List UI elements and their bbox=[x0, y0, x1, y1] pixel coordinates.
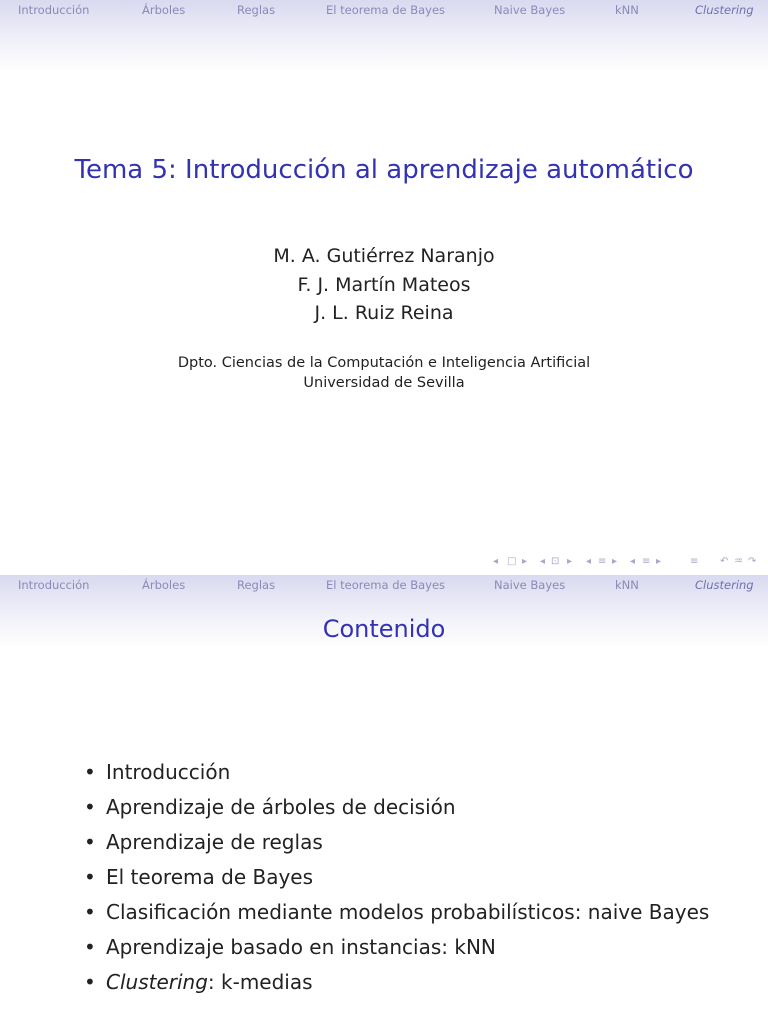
nav-link-teorema-bayes[interactable]: El teorema de Bayes bbox=[326, 578, 446, 592]
item-text: Aprendizaje de reglas bbox=[106, 830, 323, 854]
item-text: Aprendizaje basado en instancias: kNN bbox=[106, 935, 496, 959]
nav-link-clustering[interactable]: Clustering bbox=[695, 3, 754, 17]
appendix-icon[interactable]: ≡ bbox=[690, 556, 699, 567]
nav-link-introduccion[interactable]: Introducción bbox=[18, 3, 90, 17]
item-text: Aprendizaje de árboles de decisión bbox=[106, 795, 456, 819]
author-name: F. J. Martín Mateos bbox=[297, 273, 471, 296]
nav-link-naive-bayes[interactable]: Naive Bayes bbox=[494, 3, 566, 17]
subsection-icon[interactable]: ≡ bbox=[598, 556, 607, 567]
authors-block bbox=[0, 242, 768, 328]
department: Dpto. Ciencias de la Computación e Inteligencia Artificial bbox=[177, 355, 591, 371]
university: Universidad de Sevilla bbox=[303, 375, 465, 391]
list-item bbox=[84, 930, 709, 965]
nav-link-knn[interactable]: kNN bbox=[615, 578, 639, 592]
next-subsection-icon[interactable]: ▸ bbox=[612, 556, 618, 567]
bullet-icon: • bbox=[84, 830, 96, 854]
author-name: J. L. Ruiz Reina bbox=[314, 302, 454, 324]
item-text-italic: Clustering bbox=[106, 970, 208, 994]
back-icon[interactable]: ↶ bbox=[720, 556, 729, 567]
contents-list bbox=[84, 755, 709, 1000]
bullet-icon: • bbox=[84, 795, 96, 819]
nav-link-teorema-bayes[interactable]: El teorema de Bayes bbox=[326, 3, 446, 17]
forward-icon[interactable]: ↷ bbox=[748, 556, 757, 567]
presentation-title: Tema 5: Introducción al aprendizaje automático bbox=[74, 155, 694, 185]
item-text: Introducción bbox=[106, 760, 231, 784]
nav-link-arboles[interactable]: Árboles bbox=[142, 3, 186, 17]
contents-slide bbox=[0, 575, 768, 1024]
next-section-icon[interactable]: ▸ bbox=[656, 556, 662, 567]
nav-link-introduccion[interactable]: Introducción bbox=[18, 578, 90, 592]
item-text: : k-medias bbox=[207, 970, 313, 994]
list-item bbox=[84, 895, 709, 930]
frame-title: Contenido bbox=[322, 615, 446, 643]
bullet-icon: • bbox=[84, 935, 96, 959]
item-text: El teorema de Bayes bbox=[106, 865, 314, 889]
slide-icon[interactable]: □ bbox=[507, 556, 517, 567]
nav-link-knn[interactable]: kNN bbox=[615, 3, 639, 17]
list-item bbox=[84, 755, 709, 790]
bullet-icon: • bbox=[84, 900, 96, 924]
next-slide-icon[interactable]: ▸ bbox=[522, 556, 528, 567]
list-item bbox=[84, 825, 709, 860]
nav-link-reglas[interactable]: Reglas bbox=[237, 3, 276, 17]
list-item bbox=[84, 965, 709, 1000]
nav-link-naive-bayes[interactable]: Naive Bayes bbox=[494, 578, 566, 592]
prev-section-icon[interactable]: ◂ bbox=[630, 556, 636, 567]
nav-link-clustering[interactable]: Clustering bbox=[695, 578, 754, 592]
bullet-icon: • bbox=[84, 760, 96, 784]
author-name: M. A. Gutiérrez Naranjo bbox=[273, 245, 495, 267]
section-icon[interactable]: ≡ bbox=[642, 556, 651, 567]
list-item bbox=[84, 860, 709, 895]
list-item bbox=[84, 790, 709, 825]
bullet-icon: • bbox=[84, 865, 96, 889]
next-frame-icon[interactable]: ▸ bbox=[567, 556, 573, 567]
prev-slide-icon[interactable]: ◂ bbox=[493, 556, 499, 567]
bullet-icon: • bbox=[84, 970, 96, 994]
prev-frame-icon[interactable]: ◂ bbox=[540, 556, 546, 567]
beamer-navigation-symbols bbox=[490, 556, 760, 572]
section-navbar bbox=[0, 0, 768, 72]
frame-icon[interactable]: ⊡ bbox=[551, 556, 560, 567]
nav-link-arboles[interactable]: Árboles bbox=[142, 578, 186, 592]
item-text: Clasificación mediante modelos probabilísticos: naive Bayes bbox=[106, 900, 710, 924]
search-icon[interactable]: ♒ bbox=[734, 556, 743, 567]
prev-subsection-icon[interactable]: ◂ bbox=[586, 556, 592, 567]
affiliation-block bbox=[0, 353, 768, 393]
nav-link-reglas[interactable]: Reglas bbox=[237, 578, 276, 592]
